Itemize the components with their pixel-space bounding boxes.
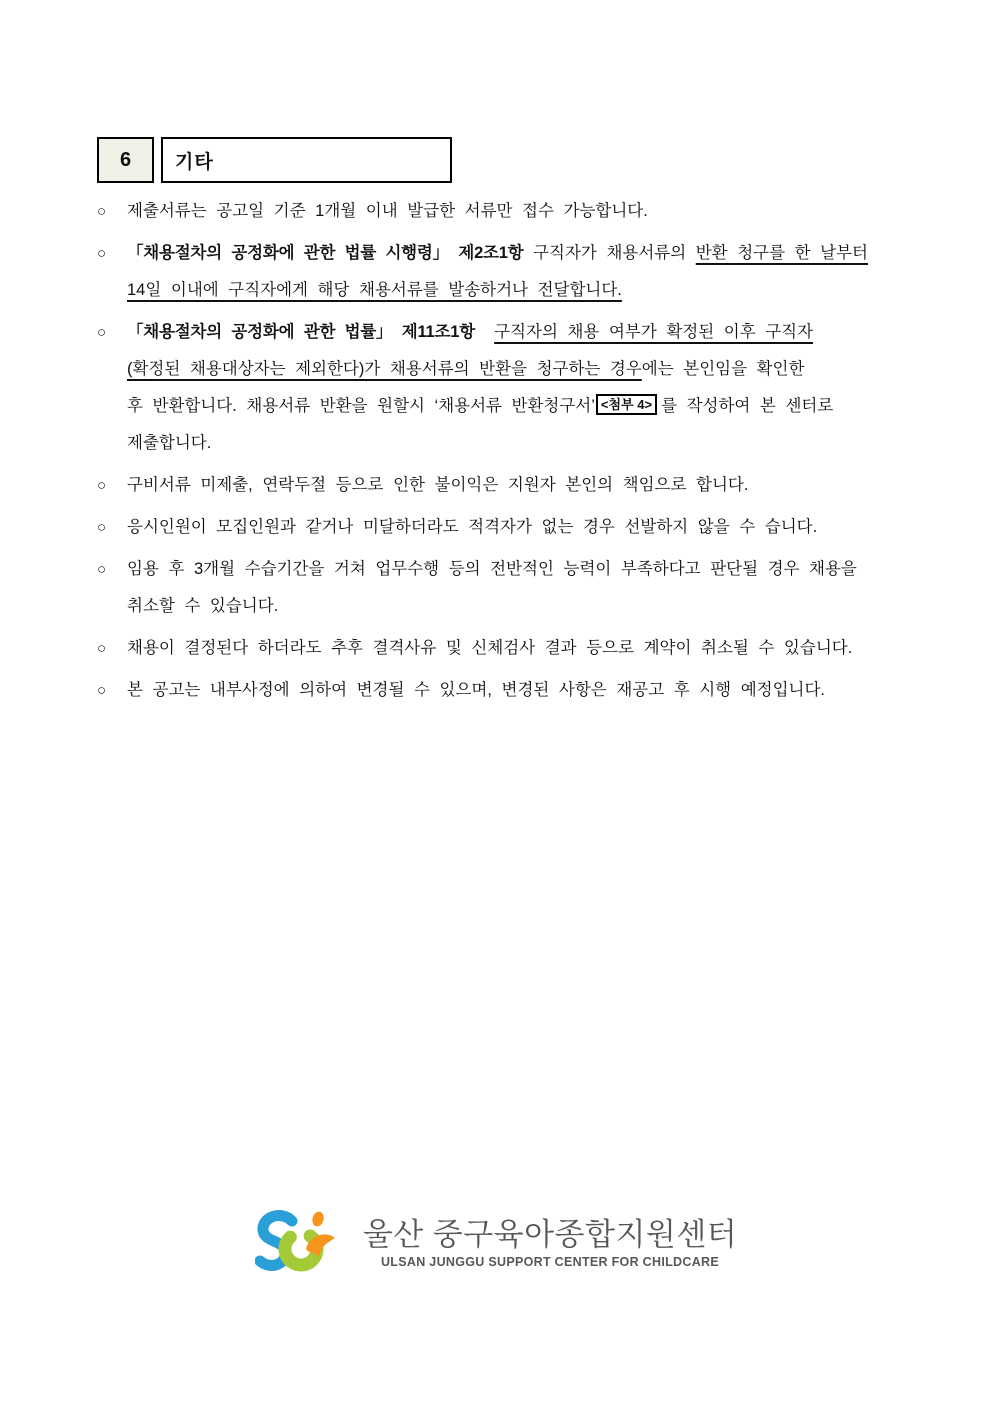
text-segment: 에는 본인임을 확인한 [641, 360, 805, 378]
bullet-item [97, 630, 937, 667]
bullet-line [127, 509, 937, 546]
text-segment: 구비서류 미제출, 연락두절 등으로 인한 불이익은 지원자 본인의 책임으로 합니다. [127, 476, 749, 494]
bullet-line [127, 467, 937, 504]
text-segment: 「채용절차의 공정화에 관한 법률」 제11조1항 [127, 323, 475, 341]
text-segment: 구직자의 채용 여부가 확정된 이후 구직자 [494, 323, 814, 341]
footer-logo [0, 1208, 992, 1278]
bullet-item [97, 193, 937, 230]
logo-person-head-icon [311, 1210, 325, 1227]
text-segment: 임용 후 3개월 수습기간을 거쳐 업무수행 등의 전반적인 능력이 부족하다고 판단될 경우 채용을 [127, 560, 857, 578]
bullet-marker-icon: ○ [97, 245, 107, 262]
bullet-line [127, 193, 937, 230]
logo-english-name: ULSAN JUNGGU SUPPORT CENTER FOR CHILDCARE [380, 1254, 719, 1269]
text-segment [475, 323, 494, 341]
bullet-line [127, 351, 937, 388]
bullet-marker-icon: ○ [97, 324, 107, 341]
section-number: 6 [119, 148, 132, 171]
bullet-line [127, 272, 937, 309]
bullet-item [97, 314, 937, 462]
section-title-box [161, 137, 452, 183]
bullet-line [127, 630, 937, 667]
bullet-list [97, 193, 937, 714]
text-segment: 14일 이내에 구직자에게 해당 채용서류를 발송하거나 전달합니다. [127, 281, 622, 299]
bullet-line [127, 235, 937, 272]
attachment-ref-badge: <첨부 4> [596, 394, 657, 415]
section-header [97, 137, 452, 183]
bullet-marker-icon: ○ [97, 519, 107, 536]
center-logo-icon [255, 1208, 347, 1278]
bullet-line [127, 425, 937, 462]
bullet-marker-icon: ○ [97, 640, 107, 657]
text-segment: 응시인원이 모집인원과 같거나 미달하더라도 적격자가 없는 경우 선발하지 않을 수 습니다. [127, 518, 818, 536]
bullet-item [97, 235, 937, 309]
text-segment: 반환 청구를 한 날부터 [695, 244, 868, 262]
bullet-item [97, 467, 937, 504]
text-segment: 후 반환합니다. 채용서류 반환을 원할시 ‘채용서류 반환청구서’ [127, 397, 595, 415]
bullet-line [127, 388, 937, 425]
section-title: 기타 [175, 151, 214, 173]
bullet-marker-icon: ○ [97, 477, 107, 494]
bullet-line [127, 551, 937, 588]
logo-text-block [363, 1218, 737, 1269]
bullet-marker-icon: ○ [97, 203, 107, 220]
bullet-item [97, 551, 937, 625]
text-segment: 제출합니다. [127, 434, 212, 452]
text-segment: 채용이 결정된다 하더라도 추후 결격사유 및 신체검사 결과 등으로 계약이 취소될 수 있습니다. [127, 639, 853, 657]
text-segment: 본 공고는 내부사정에 의하여 변경될 수 있으며, 변경된 사항은 재공고 후 시행 예정입니다. [127, 681, 825, 699]
logo-korean-name: 울산 중구육아종합지원센터 [362, 1216, 738, 1252]
bullet-line [127, 672, 937, 709]
text-segment: 「채용절차의 공정화에 관한 법률 시행령」 제2조1항 [127, 244, 524, 262]
bullet-item [97, 509, 937, 546]
text-segment: 취소할 수 있습니다. [127, 597, 279, 615]
text-segment: 제출서류는 공고일 기준 1개월 이내 발급한 서류만 접수 가능합니다. [127, 202, 648, 220]
text-segment: (확정된 채용대상자는 제외한다)가 채용서류의 반환을 청구하는 경우 [127, 360, 642, 378]
bullet-marker-icon: ○ [97, 561, 107, 578]
section-number-box [97, 137, 154, 183]
bullet-marker-icon: ○ [97, 682, 107, 699]
text-segment: 구직자가 채용서류의 [523, 244, 696, 262]
bullet-line [127, 314, 937, 351]
bullet-item [97, 672, 937, 709]
bullet-line [127, 588, 937, 625]
text-segment: 를 작성하여 본 센터로 [661, 397, 834, 415]
